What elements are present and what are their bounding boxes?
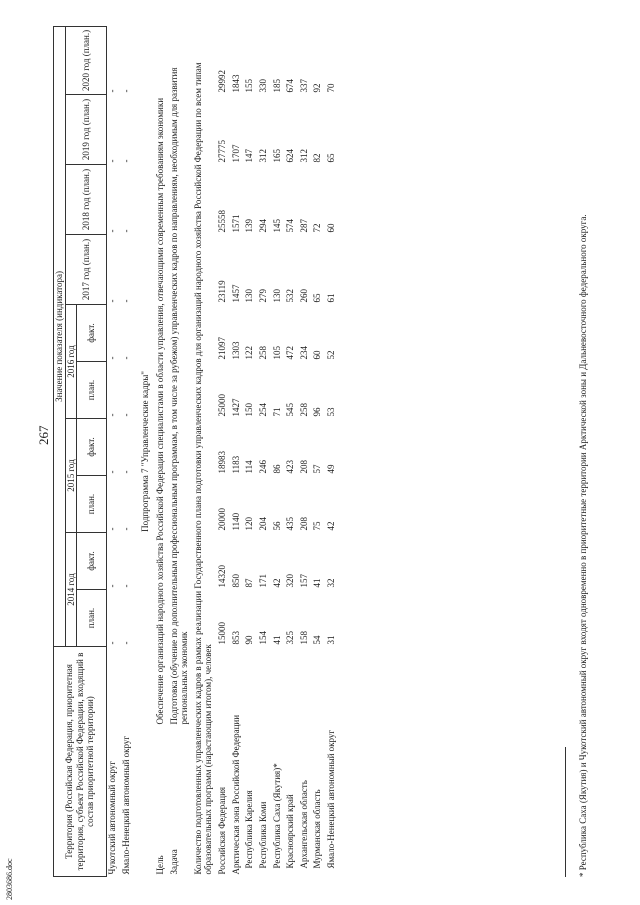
table-cell: 52 (325, 350, 336, 360)
table-cell: 204 (257, 517, 268, 531)
territory-name: Ямало-Ненецкий автономный округ (120, 735, 131, 875)
table-cell: 18983 (217, 451, 228, 474)
table-cell: 254 (257, 403, 268, 417)
table-cell: 71 (271, 407, 282, 417)
table-cell: - (107, 299, 118, 303)
territory-name: Красноярский край (285, 794, 296, 869)
page-number: 267 (36, 425, 51, 445)
header-fact: факт. (77, 419, 107, 476)
table-cell: 1183 (230, 455, 241, 474)
table-cell: - (120, 89, 131, 93)
table-row (326, 26, 340, 876)
indicators-table (53, 26, 340, 877)
table-cell: 260 (298, 289, 309, 303)
table-cell: 20000 (217, 508, 228, 531)
table-cell: 54 (312, 635, 323, 645)
table-cell: 92 (312, 83, 323, 93)
table-cell: 49 (325, 464, 336, 474)
table-cell: 1707 (230, 144, 241, 163)
data-rows (217, 26, 339, 876)
table-cell: 258 (298, 403, 309, 417)
table-cell: 114 (244, 460, 255, 474)
table-cell: 208 (298, 460, 309, 474)
table-cell: 850 (230, 574, 241, 588)
table-cell: 1427 (230, 398, 241, 417)
table-cell: - (107, 641, 118, 645)
table-cell: - (120, 470, 131, 474)
footnote: * Республика Саха (Якутия) и Чукотский автономный округ входят одновременно в приоритетные территории Арктической зоны и Дальневосточного федерального округа. (578, 214, 588, 877)
goal-label: Цель (155, 855, 166, 875)
table-cell: 65 (325, 153, 336, 163)
table-row (107, 26, 121, 876)
table-cell: - (120, 229, 131, 233)
table-row (272, 26, 286, 876)
table-cell: 1303 (230, 341, 241, 360)
table-cell: 532 (285, 289, 296, 303)
table-cell: 61 (325, 293, 336, 303)
table-cell: 15000 (217, 622, 228, 645)
table-cell: 165 (271, 149, 282, 163)
table-cell: 130 (271, 289, 282, 303)
table-cell: 312 (257, 149, 268, 163)
header-plan: план. (77, 590, 107, 647)
table-cell: 53 (325, 407, 336, 417)
table-cell: 624 (285, 149, 296, 163)
table-cell: 32 (325, 578, 336, 588)
table-cell: 25558 (217, 210, 228, 233)
table-cell: 853 (230, 631, 241, 645)
table-cell: - (107, 229, 118, 233)
table-cell: 294 (257, 219, 268, 233)
table-cell: - (120, 413, 131, 417)
table-cell: - (107, 584, 118, 588)
table-cell: 130 (244, 289, 255, 303)
table-cell: 122 (244, 346, 255, 360)
table-cell: 157 (298, 574, 309, 588)
header-2016: 2016 год (65, 305, 77, 419)
header-territory: Территория (Российская Федерация, приоритетная территория, субъект Российской Федерации, входящий в состав приоритетной территории) (54, 647, 107, 877)
subprogram-title: Подпрограмма 7 "Управленческие кадры" (140, 371, 151, 532)
table-row (217, 26, 231, 876)
table-cell: 65 (312, 293, 323, 303)
table-cell: 31 (325, 635, 336, 645)
table-cell: 42 (271, 578, 282, 588)
territory-name: Республика Коми (257, 801, 268, 869)
table-cell: 75 (312, 521, 323, 531)
header-fact: факт. (77, 533, 107, 590)
table-cell: - (120, 584, 131, 588)
table-cell: - (107, 470, 118, 474)
territory-name: Архангельская область (298, 780, 309, 869)
table-cell: 545 (285, 403, 296, 417)
table-cell: 246 (257, 460, 268, 474)
table-cell: - (120, 356, 131, 360)
task-text: Подготовка (обучение по дополнительным профессиональным программам, в том числе за рубежом) управленческих кадров по направлениям, необходимым для развития региональных экономик (168, 67, 190, 725)
table-cell: - (107, 356, 118, 360)
header-2020: 2020 год (план.) (65, 26, 107, 94)
table-cell: 25000 (217, 394, 228, 417)
territory-name: Мурманская область (312, 789, 323, 869)
table-cell: 312 (298, 149, 309, 163)
table-cell: 435 (285, 517, 296, 531)
table-cell: 234 (298, 346, 309, 360)
territory-name: Республика Карелия (244, 790, 255, 869)
table-cell: 574 (285, 219, 296, 233)
indicator-text: Количество подготовленных управленческих кадров в рамках реализации Государственного плана подготовки управленческих кадров для организаций народного хозяйства Российской Федерации по всем типам образовательных программ (нарастающим итогом), человек (192, 62, 214, 875)
header-plan: план. (77, 362, 107, 419)
table-cell: 41 (312, 578, 323, 588)
table-cell: 21097 (217, 337, 228, 360)
table-cell: 41 (271, 635, 282, 645)
header-2019: 2019 год (план.) (65, 95, 107, 165)
table-cell: 320 (285, 574, 296, 588)
table-cell: 1571 (230, 214, 241, 233)
table-cell: 147 (244, 149, 255, 163)
table-cell: 150 (244, 403, 255, 417)
table-cell: 337 (298, 79, 309, 93)
table-cell: 56 (271, 521, 282, 531)
table-cell: 145 (271, 219, 282, 233)
table-cell: 14320 (217, 565, 228, 588)
header-2017: 2017 год (план.) (65, 235, 107, 305)
table-row (231, 26, 245, 876)
table-cell: - (120, 641, 131, 645)
table-cell: 330 (257, 79, 268, 93)
territory-name: Республика Саха (Якутия)* (271, 763, 282, 869)
table-cell: - (107, 89, 118, 93)
table-cell: 258 (257, 346, 268, 360)
top-rows (107, 26, 135, 876)
header-2014: 2014 год (65, 533, 77, 647)
table-row (121, 26, 135, 876)
table-cell: - (107, 159, 118, 163)
table-cell: - (120, 527, 131, 531)
goal-text: Обеспечение организаций народного хозяйства Российской Федерации специалистами в области управления, отвечающими современным требованиям экономики (155, 97, 166, 725)
header-indicator: Значение показателя (индикатора) (54, 26, 66, 646)
table-cell: 208 (298, 517, 309, 531)
table-row (258, 26, 272, 876)
table-cell: - (120, 299, 131, 303)
table-cell: 472 (285, 346, 296, 360)
header-2018: 2018 год (план.) (65, 165, 107, 235)
table-cell: 86 (271, 464, 282, 474)
table-cell: 1140 (230, 512, 241, 531)
territory-name: Ямало-Ненецкий автономный округ (325, 729, 336, 869)
table-cell: 96 (312, 407, 323, 417)
table-cell: 287 (298, 219, 309, 233)
table-cell: 1457 (230, 284, 241, 303)
table-cell: 105 (271, 346, 282, 360)
territory-name: Арктическая зона Российской Федерации (230, 714, 241, 875)
table-cell: - (107, 527, 118, 531)
table-row (285, 26, 299, 876)
table-cell: 185 (271, 79, 282, 93)
table-cell: 325 (285, 631, 296, 645)
table-cell: 23119 (217, 280, 228, 303)
table-cell: 57 (312, 464, 323, 474)
table-row (299, 26, 313, 876)
table-cell: 72 (312, 223, 323, 233)
table-cell: 154 (257, 631, 268, 645)
header-2015: 2015 год (65, 419, 77, 533)
table-cell: 155 (244, 79, 255, 93)
table-row (244, 26, 258, 876)
rotated-page-content (53, 27, 613, 877)
table-cell: - (120, 159, 131, 163)
territory-name: Российская Федерация (217, 786, 228, 875)
footnote-divider (565, 747, 566, 877)
table-cell: 158 (298, 631, 309, 645)
table-cell: 423 (285, 460, 296, 474)
table-cell: 1843 (230, 74, 241, 93)
table-cell: 674 (285, 79, 296, 93)
task-label: Задача (168, 849, 179, 875)
table-cell: 27775 (217, 140, 228, 163)
table-cell: 60 (312, 350, 323, 360)
table-cell: 171 (257, 574, 268, 588)
table-cell: 90 (244, 635, 255, 645)
table-cell: 120 (244, 517, 255, 531)
doc-id: 2803686.doc (5, 858, 14, 900)
table-cell: 29992 (217, 70, 228, 93)
table-cell: 70 (325, 83, 336, 93)
header-fact: факт. (77, 305, 107, 362)
table-cell: 60 (325, 223, 336, 233)
table-cell: 139 (244, 219, 255, 233)
table-cell: 279 (257, 289, 268, 303)
territory-name: Чукотский автономный округ (107, 761, 118, 875)
header-plan: план. (77, 476, 107, 533)
table-cell: 87 (244, 578, 255, 588)
table-row (312, 26, 326, 876)
table-cell: 82 (312, 153, 323, 163)
table-cell: 42 (325, 521, 336, 531)
table-cell: - (107, 413, 118, 417)
